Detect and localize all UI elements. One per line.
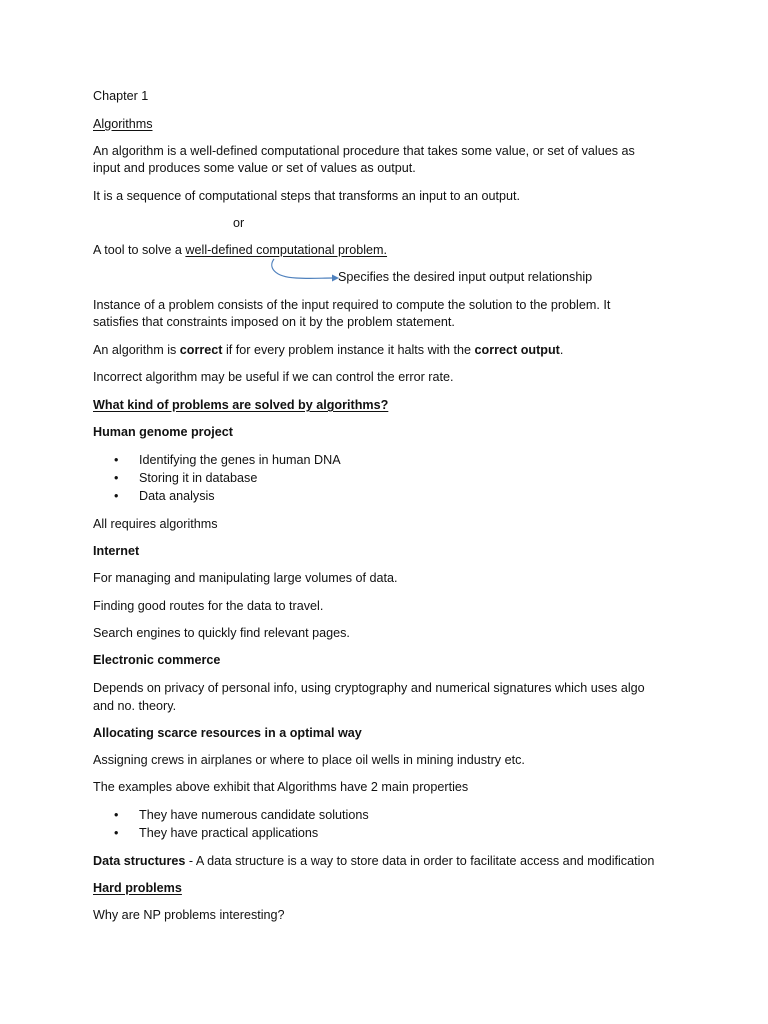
list-item	[114, 806, 369, 824]
data-structures-label: Data structures	[93, 854, 186, 868]
correct-word: correct	[179, 343, 223, 357]
bullet-icon: •	[114, 808, 119, 822]
bullet-icon: •	[114, 489, 119, 503]
correct-sentence	[93, 341, 563, 359]
what-kind-heading: What kind of problems are solved by algorithms?	[93, 398, 389, 412]
section-heading-algorithms: Algorithms	[93, 117, 153, 131]
list-item	[114, 451, 341, 469]
data-structures-sentence	[93, 852, 654, 870]
tool-problem-underlined: well-defined computational problem.	[185, 243, 388, 257]
list-item-text: They have practical applications	[139, 826, 319, 840]
list-item-text: Data analysis	[139, 489, 215, 503]
correct-prefix: An algorithm is	[93, 343, 180, 357]
np-question: Why are NP problems interesting?	[93, 908, 285, 922]
incorrect-text: Incorrect algorithm may be useful if we can control the error rate.	[93, 370, 454, 384]
hard-problems-heading	[93, 879, 211, 897]
list-item-text: Identifying the genes in human DNA	[139, 453, 341, 467]
bullet-icon: •	[114, 826, 119, 840]
list-item	[114, 487, 215, 505]
correct-middle: if for every problem instance it halts with the	[222, 343, 475, 357]
assigning-text: Assigning crews in airplanes or where to place oil wells in mining industry etc.	[93, 753, 525, 767]
bullet-icon: •	[114, 471, 119, 485]
chapter-title: Chapter 1	[93, 89, 149, 103]
internet-text-1: For managing and manipulating large volumes of data.	[93, 571, 398, 585]
annotation-arrow-icon	[268, 255, 340, 285]
hard-problems-text: Hard problems	[93, 881, 182, 895]
annotation-text: Specifies the desired input output relationship	[338, 270, 593, 284]
internet-text-2: Finding good routes for the data to travel.	[93, 599, 324, 613]
definition-line-2: input and produces some value or set of values as output.	[93, 161, 416, 175]
sequence-text: It is a sequence of computational steps that transforms an input to an output.	[93, 189, 521, 203]
allocating-heading: Allocating scarce resources in a optimal way	[93, 726, 362, 740]
or-text: or	[233, 216, 245, 230]
list-item	[114, 824, 318, 842]
internet-heading: Internet	[93, 544, 140, 558]
tool-prefix: A tool to solve a	[93, 243, 186, 257]
definition-line-1: An algorithm is a well-defined computational procedure that takes some value, or set of values as	[93, 144, 635, 158]
all-requires-text: All requires algorithms	[93, 517, 218, 531]
correct-output: correct output	[474, 343, 560, 357]
ecommerce-heading: Electronic commerce	[93, 653, 221, 667]
internet-text-3: Search engines to quickly find relevant pages.	[93, 626, 350, 640]
ecommerce-line-1: Depends on privacy of personal info, using cryptography and numerical signatures which uses algo	[93, 681, 645, 695]
examples-text: The examples above exhibit that Algorithms have 2 main properties	[93, 780, 469, 794]
bullet-icon: •	[114, 453, 119, 467]
data-structures-text: - A data structure is a way to store data in order to facilitate access and modification	[185, 854, 655, 868]
genome-heading: Human genome project	[93, 425, 233, 439]
correct-end: .	[559, 343, 564, 357]
instance-line-1: Instance of a problem consists of the input required to compute the solution to the problem. It	[93, 298, 611, 312]
tool-sentence	[93, 241, 387, 259]
list-item-text: Storing it in database	[139, 471, 258, 485]
ecommerce-line-2: and no. theory.	[93, 699, 177, 713]
list-item-text: They have numerous candidate solutions	[139, 808, 369, 822]
list-item	[114, 469, 257, 487]
instance-line-2: satisfies that constraints imposed on it by the problem statement.	[93, 315, 455, 329]
